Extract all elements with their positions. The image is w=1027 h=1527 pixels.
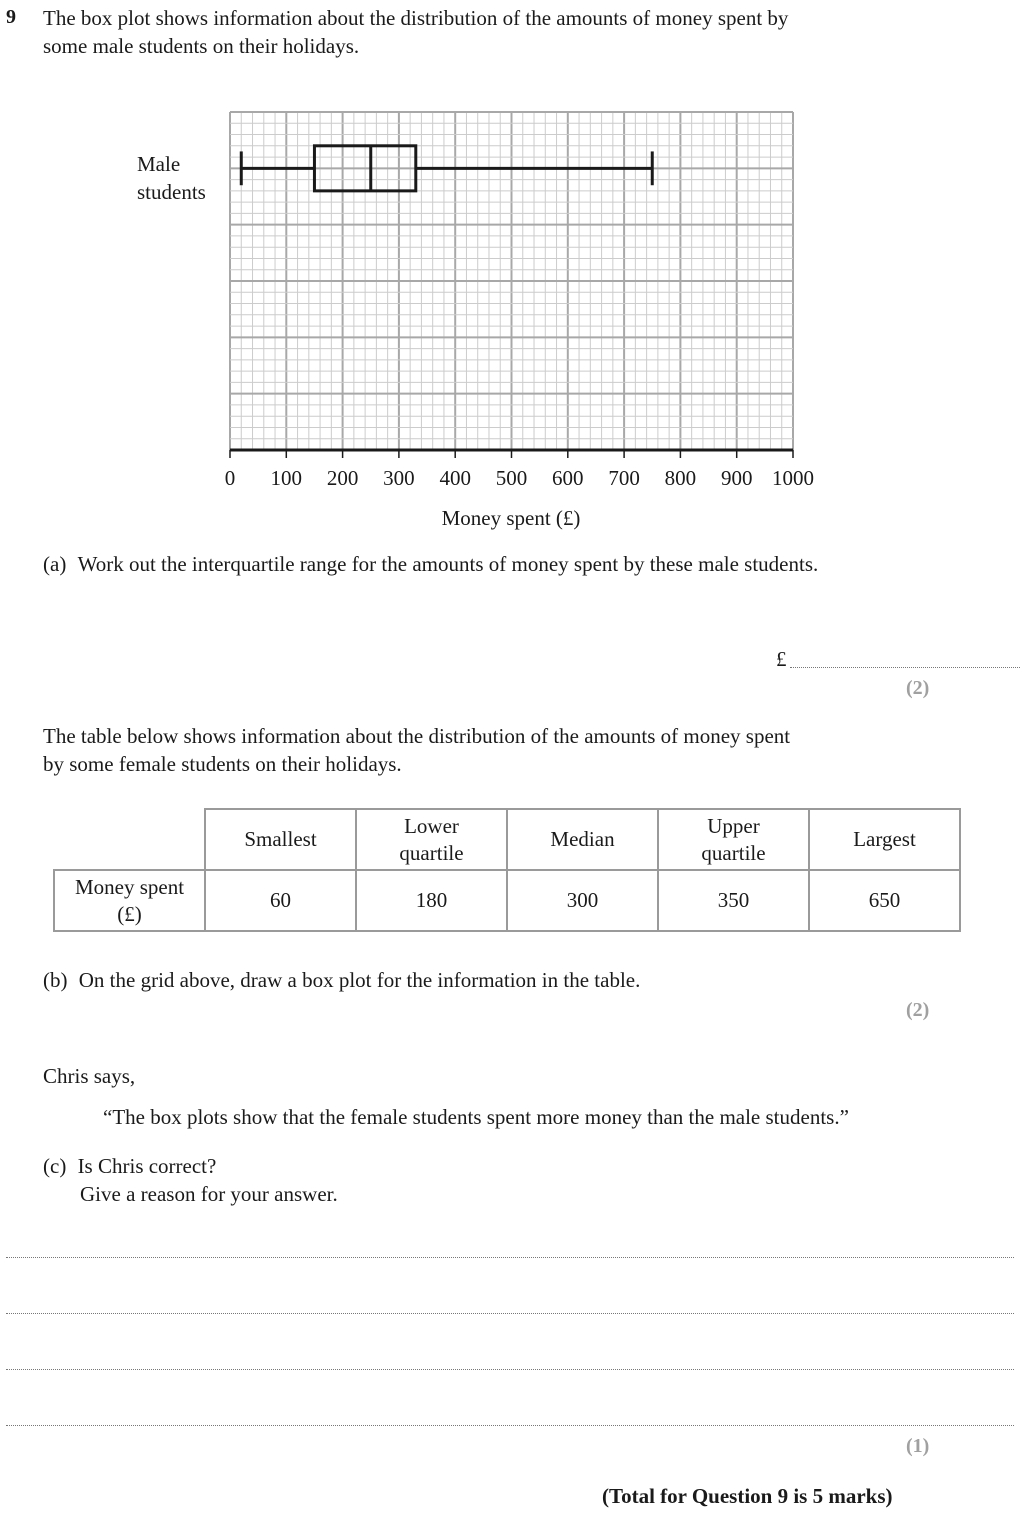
- part-b-marks: (2): [906, 999, 930, 1021]
- part-a: [43, 552, 818, 577]
- table-intro-line-2: by some female students on their holidays.: [43, 752, 402, 776]
- value-largest: 650: [809, 870, 960, 931]
- x-tick-label: 0: [224, 466, 236, 490]
- x-tick-label: 100: [270, 466, 303, 490]
- table-intro-line-1: The table below shows information about the distribution of the amounts of money spent: [43, 724, 791, 748]
- table-corner-cell: [54, 809, 205, 870]
- series-label-line-2: students: [137, 180, 206, 204]
- header-smallest: Smallest: [205, 809, 356, 870]
- x-tick-label: 1000: [772, 466, 814, 490]
- part-b: [43, 968, 640, 993]
- intro-line-1: The box plot shows information about the distribution of the amounts of money spent by: [43, 6, 789, 30]
- intro-line-2: some male students on their holidays.: [43, 34, 360, 58]
- answer-prefix: £: [776, 647, 787, 671]
- x-axis-label: Money spent (£): [441, 506, 581, 530]
- part-a-marks: (2): [906, 677, 930, 699]
- row-label: Money spent (£): [54, 870, 205, 931]
- header-upper-quartile: Upper quartile: [658, 809, 809, 870]
- answer-line-c-1[interactable]: [6, 1257, 1014, 1258]
- x-tick-label: 300: [383, 466, 415, 490]
- x-tick-label: 800: [664, 466, 697, 490]
- part-b-label: (b): [43, 968, 68, 992]
- question-number: 9: [6, 6, 16, 28]
- value-median: 300: [507, 870, 658, 931]
- part-c: [43, 1152, 338, 1208]
- x-tick-label: 400: [439, 466, 471, 490]
- header-median: Median: [507, 809, 658, 870]
- x-tick-label: 900: [720, 466, 753, 490]
- part-c-line-2: Give a reason for your answer.: [80, 1182, 338, 1206]
- value-lower-quartile: 180: [356, 870, 507, 931]
- x-axis-tick-labels: [225, 466, 814, 490]
- answer-line-a[interactable]: [790, 667, 1020, 668]
- part-c-marks: (1): [906, 1435, 930, 1457]
- x-tick-label: 500: [495, 466, 528, 490]
- chris-quote: “The box plots show that the female students spent more money than the male students.”: [103, 1105, 849, 1129]
- answer-line-c-4[interactable]: [6, 1425, 1014, 1426]
- table-header-row: [54, 809, 960, 870]
- value-smallest: 60: [205, 870, 356, 931]
- female-data-table: [53, 808, 961, 932]
- part-c-label: (c): [43, 1154, 67, 1178]
- part-a-text: Work out the interquartile range for the amounts of money spent by these male students.: [77, 552, 819, 576]
- chris-says: Chris says,: [43, 1064, 136, 1088]
- box-plot-chart: [0, 0, 1027, 545]
- question-total: (Total for Question 9 is 5 marks): [602, 1484, 893, 1508]
- part-a-label: (a): [43, 552, 67, 576]
- answer-line-c-2[interactable]: [6, 1313, 1014, 1314]
- series-label-line-1: Male: [137, 152, 181, 176]
- part-c-line-1: Is Chris correct?: [77, 1154, 217, 1178]
- table-value-row: [54, 870, 960, 931]
- x-tick-label: 200: [326, 466, 359, 490]
- part-b-text: On the grid above, draw a box plot for the information in the table.: [78, 968, 641, 992]
- x-tick-label: 700: [608, 466, 640, 490]
- value-upper-quartile: 350: [658, 870, 809, 931]
- answer-line-c-3[interactable]: [6, 1369, 1014, 1370]
- header-largest: Largest: [809, 809, 960, 870]
- header-lower-quartile: Lower quartile: [356, 809, 507, 870]
- x-tick-label: 600: [552, 466, 584, 490]
- table-intro: [43, 722, 790, 778]
